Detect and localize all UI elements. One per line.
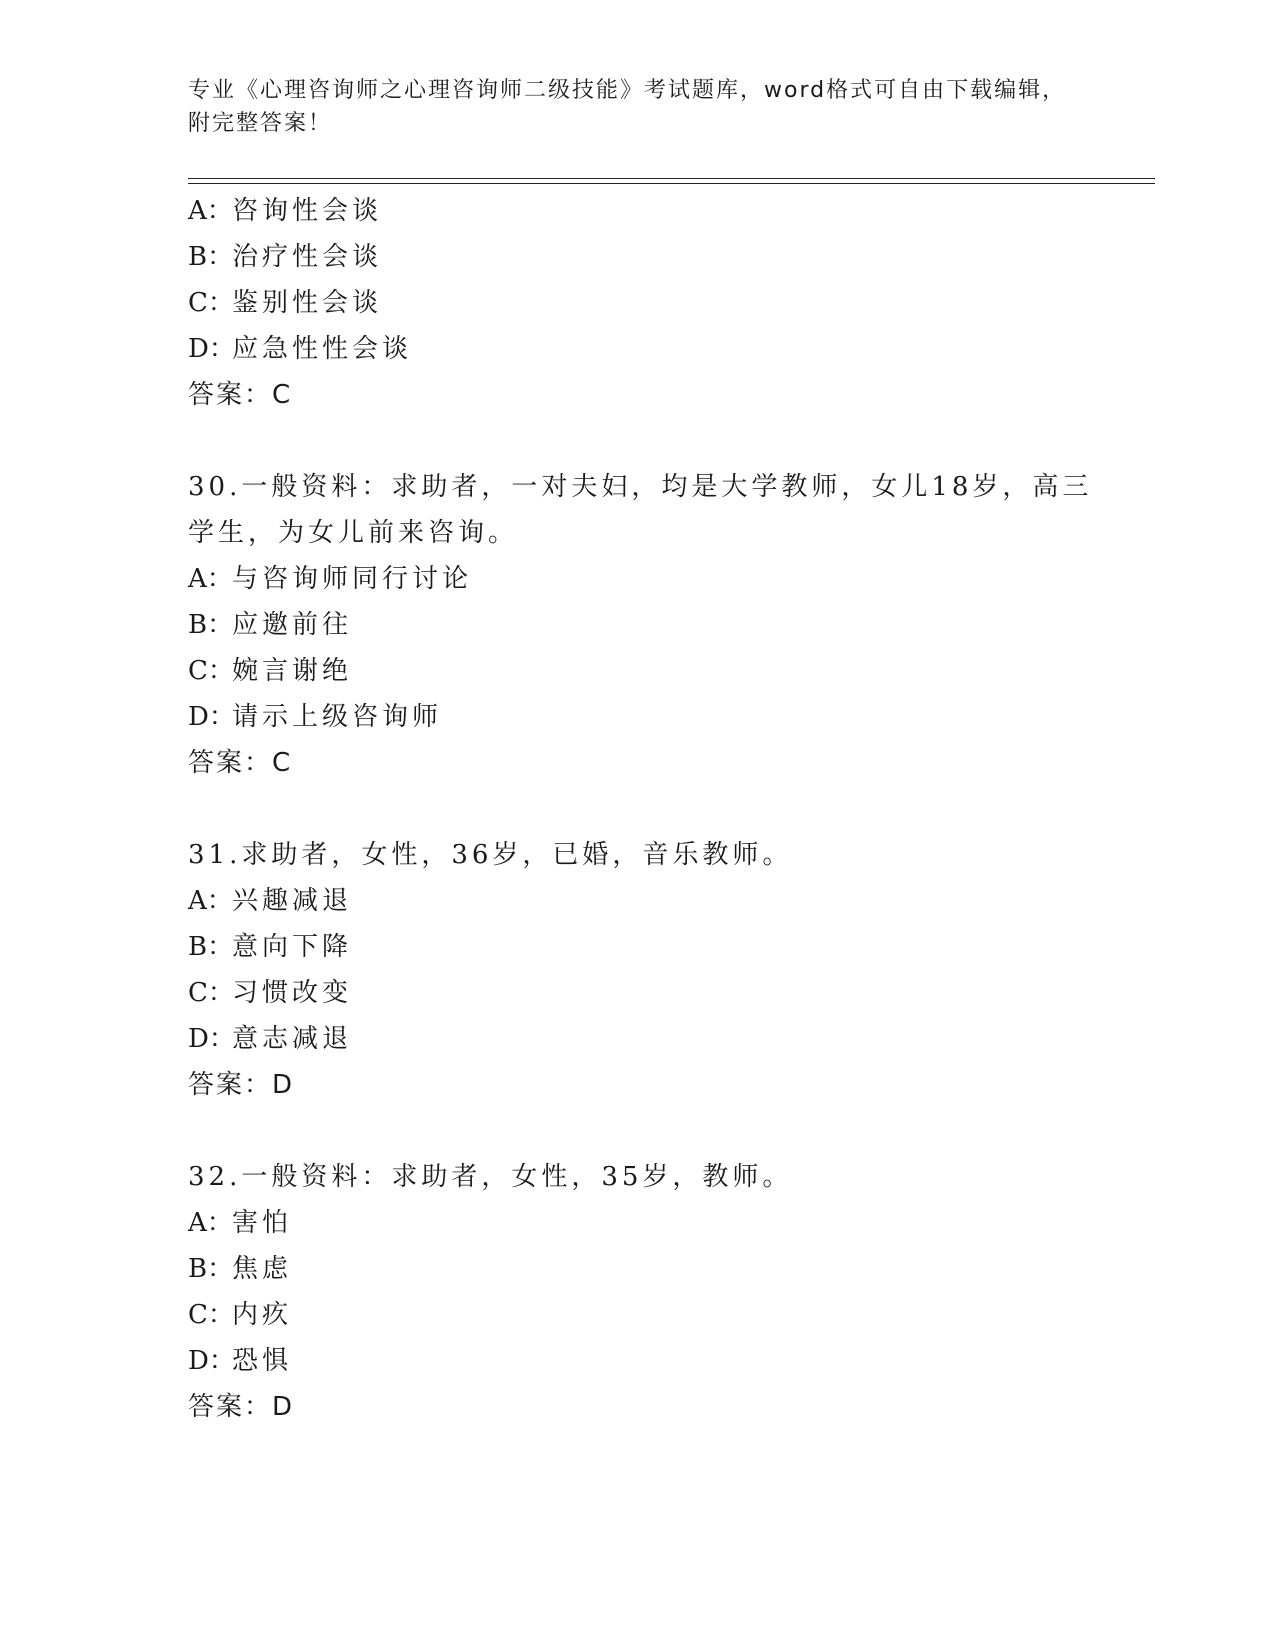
option-b: B：治疗性会谈 [188, 242, 383, 272]
option-b: B：焦虑 [188, 1254, 293, 1284]
option-d: D：请示上级咨询师 [188, 702, 443, 732]
question-list [188, 188, 1148, 1430]
option-a: A：咨询性会谈 [188, 196, 383, 226]
option-c: C：鉴别性会谈 [188, 288, 383, 318]
header-rule-bottom [188, 183, 1155, 184]
option-a: A：害怕 [188, 1208, 293, 1238]
option-c: C：内疚 [188, 1300, 293, 1330]
document-header: 专业《心理咨询师之心理咨询师二级技能》考试题库，word格式可自由下载编辑，附完整答案！ [188, 78, 1067, 136]
option-c: C：婉言谢绝 [188, 656, 353, 686]
question-block [188, 832, 1148, 1108]
question-text: 32.一般资料：求助者，女性，35岁，教师。 [188, 1162, 793, 1192]
question-text: 学生，为女儿前来咨询。 [188, 518, 519, 548]
spacer [188, 418, 1148, 464]
question-block [188, 1154, 1148, 1430]
question-block [188, 188, 1148, 418]
option-c: C：习惯改变 [188, 978, 353, 1008]
header-rule-top [188, 178, 1155, 179]
answer-line: 答案：D [188, 1070, 295, 1100]
question-block [188, 464, 1148, 786]
option-d: D：意志减退 [188, 1024, 353, 1054]
option-b: B：应邀前往 [188, 610, 353, 640]
spacer [188, 1108, 1148, 1154]
option-a: A：与咨询师同行讨论 [188, 564, 473, 594]
spacer [188, 786, 1148, 832]
answer-line: 答案：C [188, 748, 293, 778]
answer-line: 答案：C [188, 380, 293, 410]
answer-line: 答案：D [188, 1392, 295, 1422]
question-text: 31.求助者，女性，36岁，已婚，音乐教师。 [188, 840, 793, 870]
question-text: 30.一般资料：求助者，一对夫妇，均是大学教师，女儿18岁，高三 [188, 472, 1093, 502]
option-b: B：意向下降 [188, 932, 353, 962]
option-d: D：恐惧 [188, 1346, 293, 1376]
option-a: A：兴趣减退 [188, 886, 353, 916]
option-d: D：应急性性会谈 [188, 334, 413, 364]
